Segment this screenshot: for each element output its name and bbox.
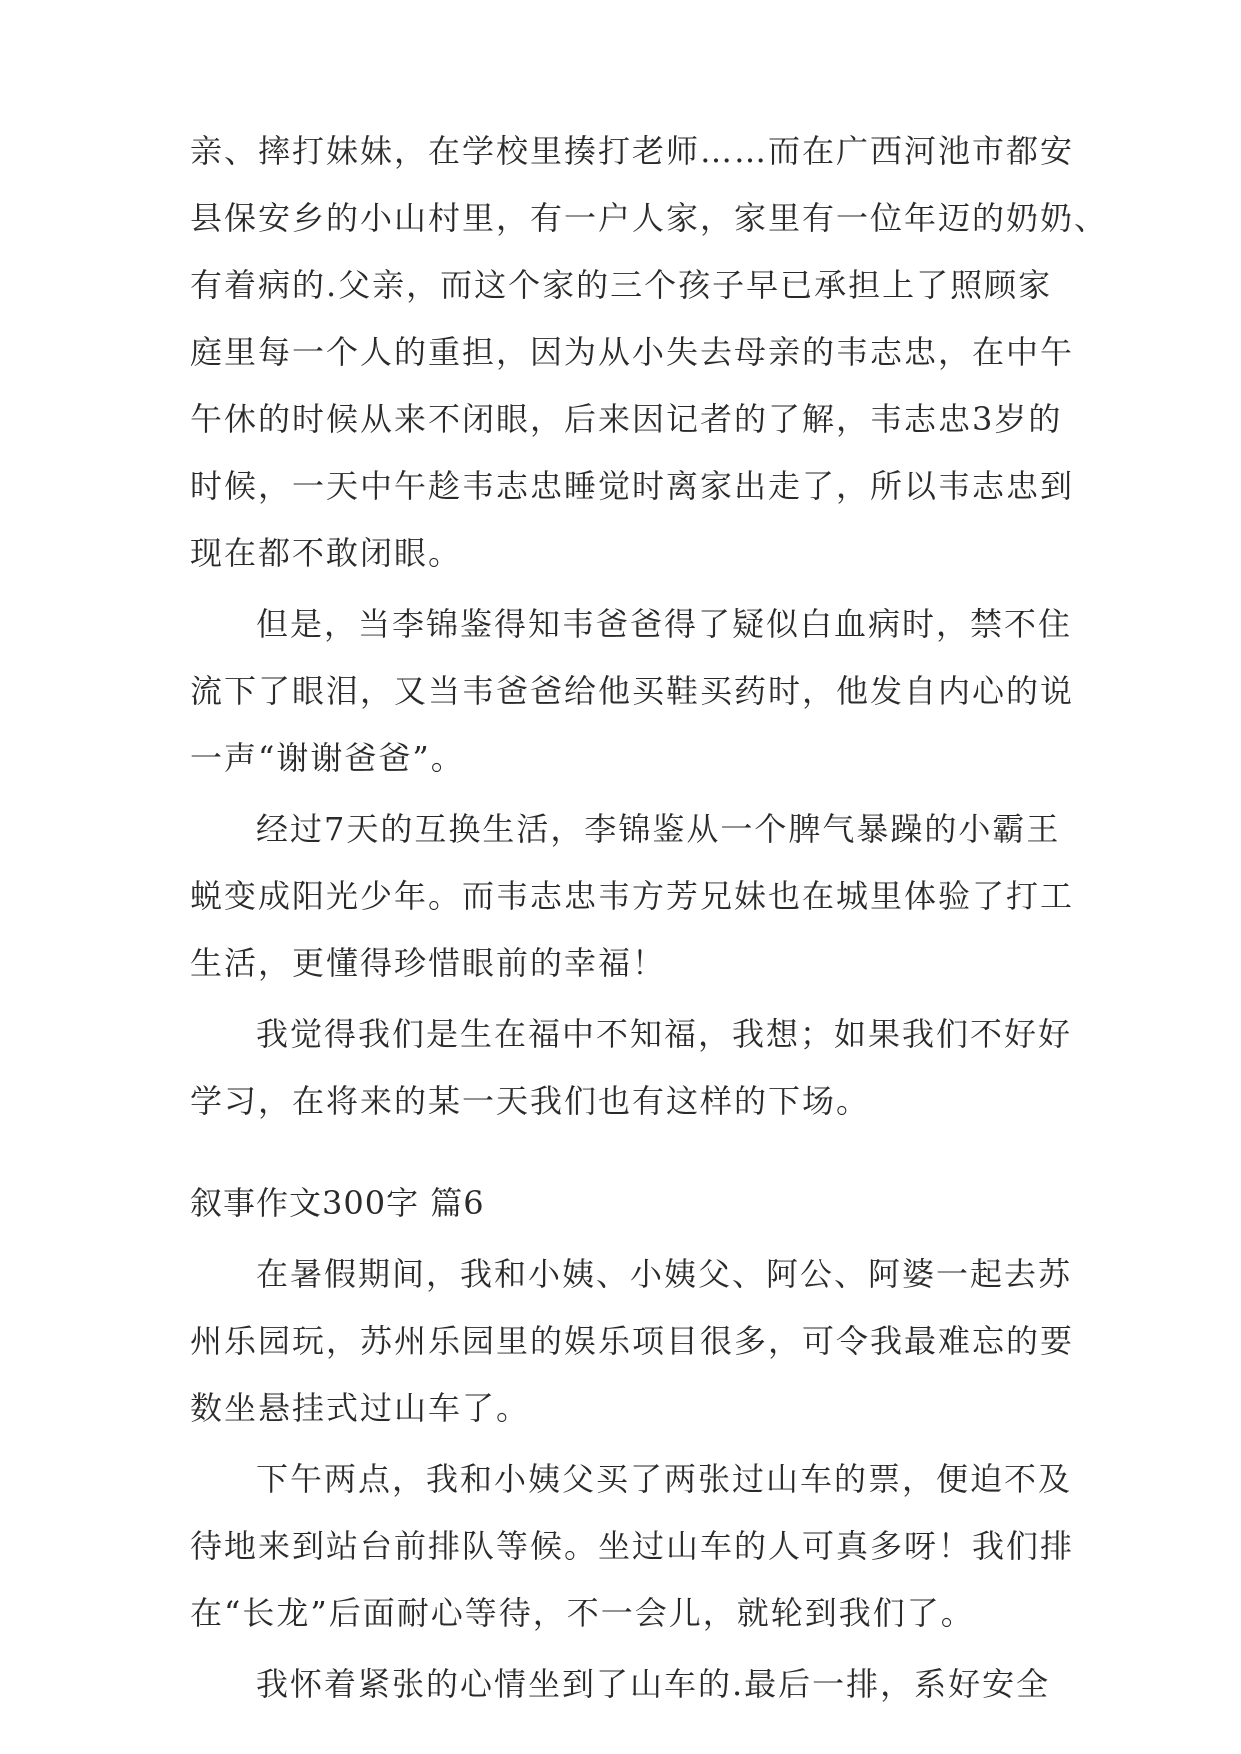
paragraph-line: 但是，当李锦鉴得知韦爸爸得了疑似白血病时，禁不住 xyxy=(256,605,1073,643)
paragraph-line: 下午两点，我和小姨父买了两张过山车的票，便迫不及 xyxy=(256,1460,1073,1498)
paragraph-line: 待地来到站台前排队等候。坐过山车的人可真多呀！我们排 xyxy=(190,1527,1075,1565)
paragraph-line: 经过7天的互换生活，李锦鉴从一个脾气暴躁的小霸王 xyxy=(256,810,1061,848)
paragraph-line: 学习，在将来的某一天我们也有这样的下场。 xyxy=(190,1082,871,1120)
paragraph-line: 生活，更懂得珍惜眼前的幸福！ xyxy=(190,944,667,982)
paragraph-line: 州乐园玩，苏州乐园里的娱乐项目很多，可令我最难忘的要 xyxy=(190,1322,1075,1360)
paragraph-line: 现在都不敢闭眼。 xyxy=(190,534,463,572)
paragraph-line: 在“长龙”后面耐心等待，不一会儿，就轮到我们了。 xyxy=(190,1594,975,1632)
paragraph-line: 庭里每一个人的重担，因为从小失去母亲的韦志忠，在中午 xyxy=(190,333,1075,371)
paragraph-line: 蜕变成阳光少年。而韦志忠韦方芳兄妹也在城里体验了打工 xyxy=(190,877,1075,915)
paragraph-line: 我觉得我们是生在福中不知福，我想；如果我们不好好 xyxy=(256,1015,1073,1053)
paragraph-line: 一声“谢谢爸爸”。 xyxy=(190,739,465,777)
paragraph-line: 县保安乡的小山村里，有一户人家，家里有一位年迈的奶奶、 xyxy=(190,199,1109,237)
paragraph-line: 在暑假期间，我和小姨、小姨父、阿公、阿婆一起去苏 xyxy=(256,1255,1073,1293)
section-heading: 叙事作文300字 篇6 xyxy=(190,1184,485,1222)
paragraph-line: 我怀着紧张的心情坐到了山车的.最后一排，系好安全 xyxy=(256,1665,1051,1703)
paragraph-line: 有着病的.父亲，而这个家的三个孩子早已承担上了照顾家 xyxy=(190,266,1053,304)
paragraph-line: 午休的时候从来不闭眼，后来因记者的了解，韦志忠3岁的 xyxy=(190,400,1063,438)
paragraph-line: 数坐悬挂式过山车了。 xyxy=(190,1389,531,1427)
paragraph-line: 时候，一天中午趁韦志忠睡觉时离家出走了，所以韦志忠到 xyxy=(190,467,1075,505)
paragraph-line: 亲、摔打妹妹，在学校里揍打老师……而在广西河池市都安 xyxy=(190,132,1075,170)
paragraph-line: 流下了眼泪，又当韦爸爸给他买鞋买药时，他发自内心的说 xyxy=(190,672,1075,710)
